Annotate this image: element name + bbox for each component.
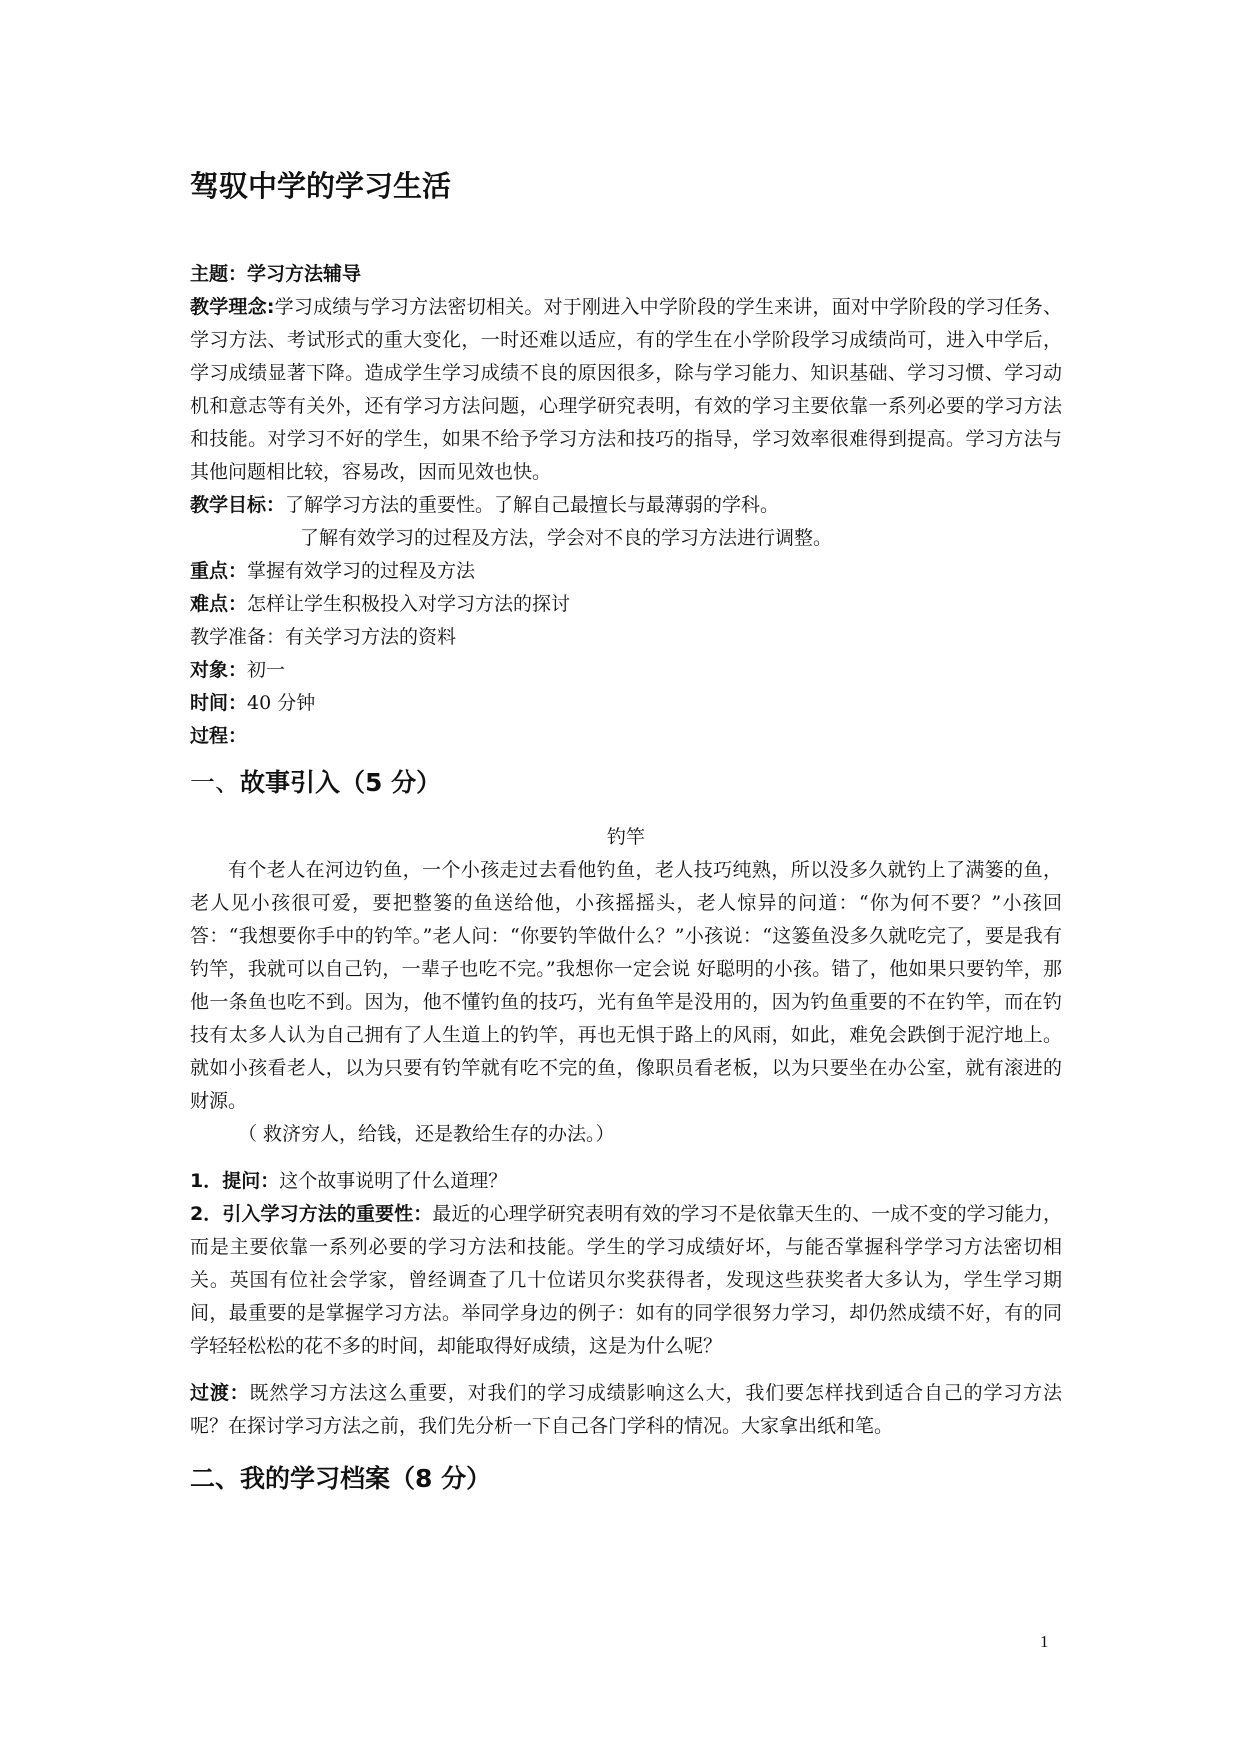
goals-line-2: 了解有效学习的过程及方法，学会对不良的学习方法进行调整。 bbox=[300, 527, 833, 549]
process-label: 过程： bbox=[190, 725, 248, 747]
transition-label: 过渡： bbox=[190, 1382, 250, 1404]
page-number: 1 bbox=[1040, 1632, 1049, 1651]
section-heading-1 bbox=[190, 763, 1062, 803]
goals-line-1: 了解学习方法的重要性。了解自己最擅长与最薄弱的学科。 bbox=[285, 494, 780, 516]
theme-value: 学习方法辅导 bbox=[247, 263, 362, 285]
theme-label: 主题： bbox=[190, 263, 248, 285]
teaching-prep: 教学准备：有关学习方法的资料 bbox=[190, 626, 457, 648]
theme-line bbox=[190, 258, 1062, 291]
duration bbox=[190, 687, 1062, 720]
document-content bbox=[190, 160, 1062, 1517]
target-text: 初一 bbox=[247, 659, 286, 681]
question-2-label: 2．引入学习方法的重要性： bbox=[190, 1203, 433, 1225]
time-label: 时间： bbox=[190, 692, 248, 714]
key-label: 重点： bbox=[190, 560, 248, 582]
key-text: 掌握有效学习的过程及方法 bbox=[247, 560, 476, 582]
story-title: 钓竿 bbox=[606, 826, 645, 848]
document-title: 驾驭中学的学习生活 bbox=[190, 169, 452, 203]
target-label: 对象： bbox=[190, 659, 248, 681]
difficulty-point bbox=[190, 588, 1062, 621]
target-audience bbox=[190, 654, 1062, 687]
transition-text: 既然学习方法这么重要，对我们的学习成绩影响这么大，我们要怎样找到适合自己的学习方法呢？在探讨学习方法之前，我们先分析一下自己各门学科的情况。大家拿出纸和笔。 bbox=[190, 1382, 1062, 1437]
difficulty-label: 难点： bbox=[190, 593, 248, 615]
section-heading-2: 二、我的学习档案（8 分） bbox=[190, 1464, 492, 1493]
difficulty-text: 怎样让学生积极投入对学习方法的探讨 bbox=[247, 593, 571, 615]
question-2-text: 最近的心理学研究表明有效的学习不是依靠天生的、一成不变的学习能力，而是主要依靠一系列必要的学习方法和技能。学生的学习成绩好坏，与能否掌握科学学习方法密切相关。英国有位社会学家，曾经调查了几十位诺贝尔奖获得者，发现这些获奖者大多认为，学生学习期间，最重要的是掌握学习方法。举同学身边的例子：如有的同学很努力学习，却仍然成绩不好，有的同学轻轻松松的花不多的时间，却能取得好成绩，这是为什么呢？ bbox=[190, 1203, 1062, 1357]
section-1-number: 一、 bbox=[190, 768, 241, 797]
teaching-goals bbox=[190, 489, 1062, 522]
concept-label: 教学理念: bbox=[190, 296, 275, 318]
story-body: 有个老人在河边钓鱼，一个小孩走过去看他钓鱼，老人技巧纯熟，所以没多久就钓上了满篓的鱼，老人见小孩很可爱，要把整篓的鱼送给他，小孩摇摇头，老人惊异的问道：“你为何不要？”小孩回答：“我想要你手中的钓竿。”老人问：“你要钓竿做什么？”小孩说：“这篓鱼没多久就吃完了，要是我有钓竿，我就可以自己钓，一辈子也吃不完。”我想你一定会说 好聪明的小孩。错了，他如果只要钓竿，那他一条鱼也吃不到。因为，他不懂钓鱼的技巧，光有鱼竿是没用的，因为钓鱼重要的不在钓竿，而在钓技有太多人认为自己拥有了人生道上的钓竿，再也无惧于路上的风雨，如此，难免会跌倒于泥泞地上。就如小孩看老人，以为只要有钓竿就有吃不完的鱼，像职员看老板，以为只要坐在办公室，就有滚进的财源。 bbox=[190, 859, 1062, 1112]
time-text: 40 分钟 bbox=[247, 692, 316, 714]
key-point bbox=[190, 555, 1062, 588]
goals-label: 教学目标： bbox=[190, 494, 286, 516]
story-note: （ 救济穷人，给钱，还是教给生存的办法。） bbox=[238, 1123, 615, 1145]
transition bbox=[190, 1377, 1062, 1443]
question-1-label: 1．提问： bbox=[190, 1170, 280, 1192]
question-1 bbox=[190, 1165, 1062, 1198]
concept-text: 学习成绩与学习方法密切相关。对于刚进入中学阶段的学生来讲，面对中学阶段的学习任务、学习方法、考试形式的重大变化，一时还难以适应，有的学生在小学阶段学习成绩尚可，进入中学后，学习成绩显著下降。造成学生学习成绩不良的原因很多，除与学习能力、知识基础、学习习惯、学习动机和意志等有关外，还有学习方法问题，心理学研究表明，有效的学习主要依靠一系列必要的学习方法和技能。对学习不好的学生，如果不给予学习方法和技巧的指导，学习效率很难得到提高。学习方法与其他问题相比较，容易改，因而见效也快。 bbox=[190, 296, 1062, 483]
process-label-line bbox=[190, 720, 1062, 753]
question-1-text: 这个故事说明了什么道理？ bbox=[279, 1170, 508, 1192]
section-1-title: 故事引入（5 分） bbox=[240, 768, 442, 797]
question-2 bbox=[190, 1198, 1062, 1363]
teaching-concept bbox=[190, 291, 1062, 489]
teaching-goals-line-2 bbox=[190, 522, 1062, 555]
